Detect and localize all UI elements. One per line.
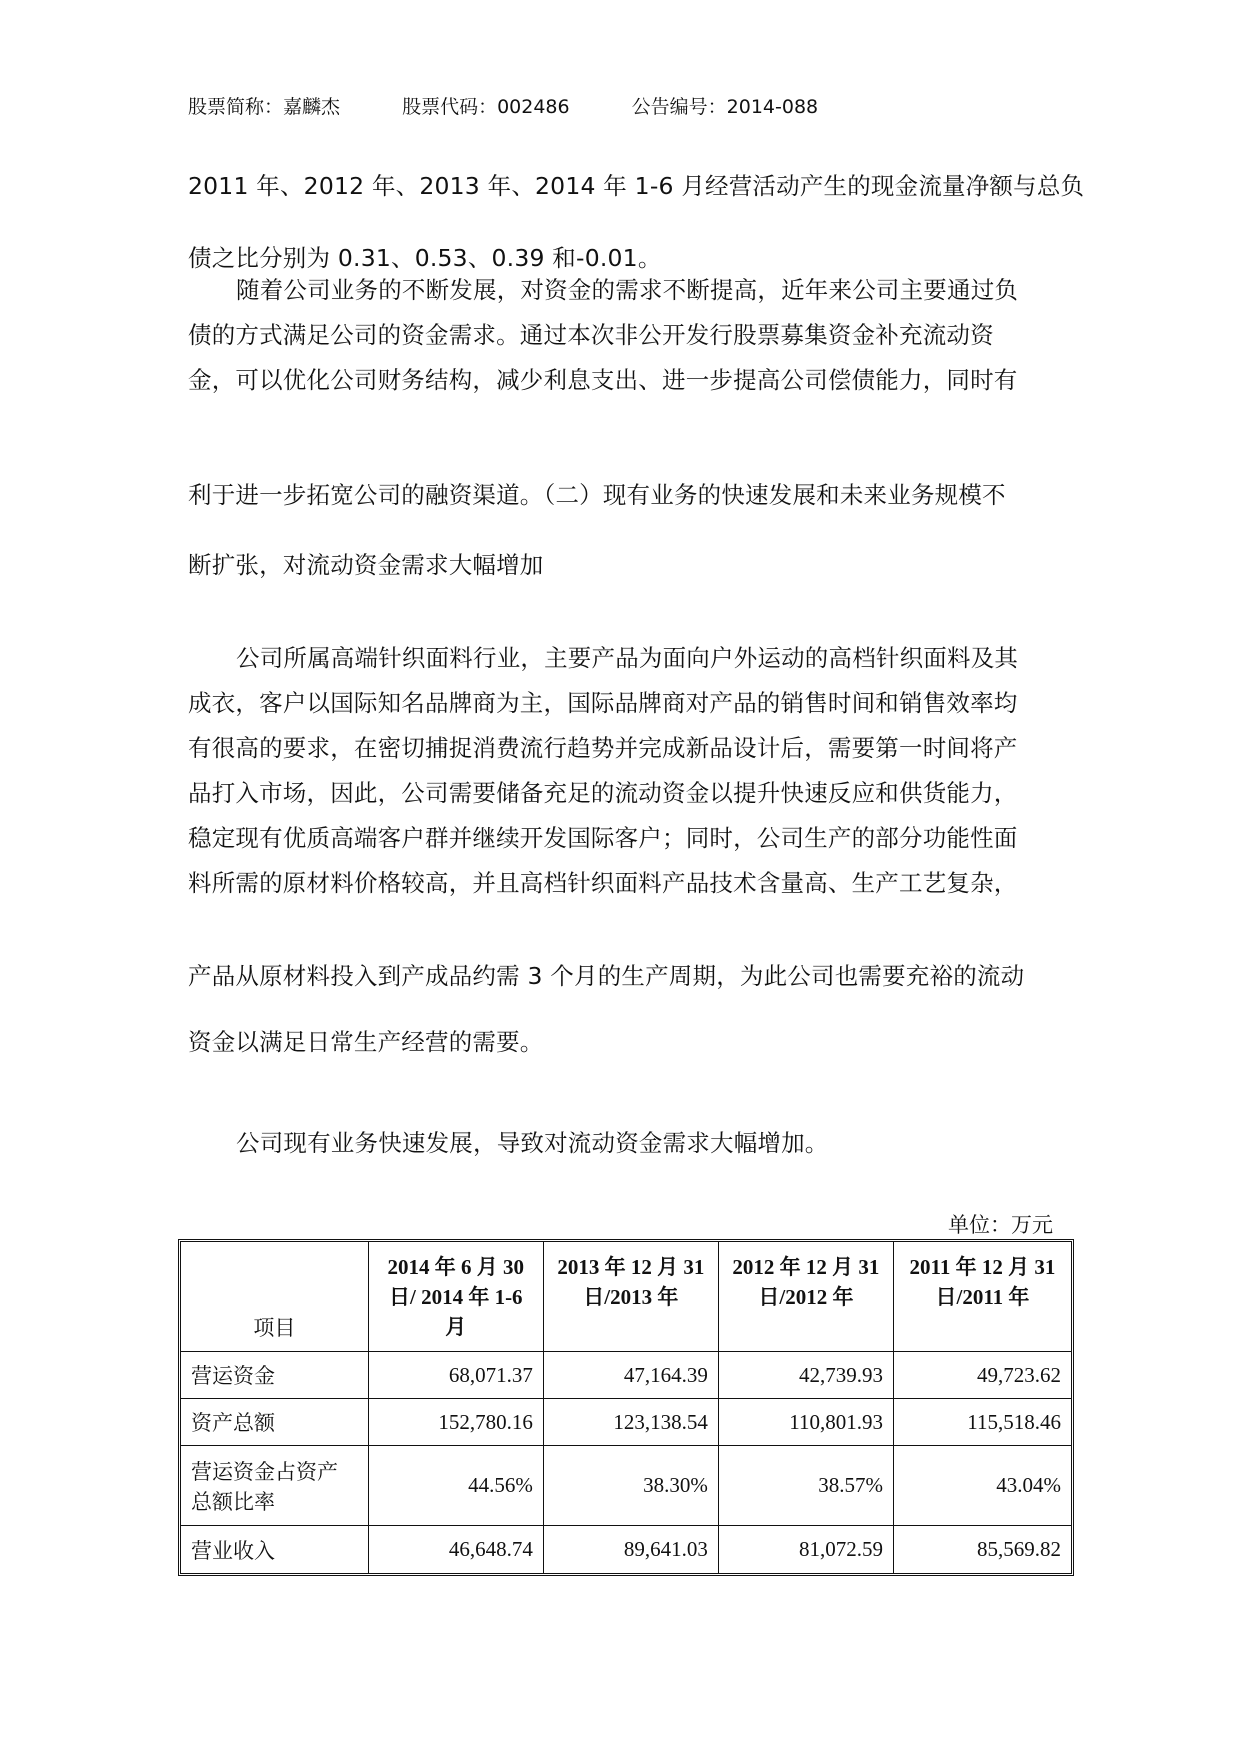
paragraph-line: 断扩张，对流动资金需求大幅增加	[188, 551, 544, 579]
row-label-line: 营运资金占资产	[191, 1459, 338, 1484]
paragraph-line: 2011 年、2012 年、2013 年、2014 年 1-6 月经营活动产生的现金流量净额与总负	[188, 172, 1085, 200]
paragraph-funding-needs-cont	[188, 460, 1068, 600]
paragraph-line: 有很高的要求，在密切捕捉消费流行趋势并完成新品设计后，需要第一时间将产	[188, 734, 1018, 762]
paragraph-line: 公司现有业务快速发展，导致对流动资金需求大幅增加。	[236, 1129, 829, 1157]
cell-value: 43.04%	[894, 1446, 1071, 1526]
table-row	[181, 1399, 1071, 1446]
header-line: 月	[445, 1315, 467, 1339]
paragraph-line: 稳定现有优质高端客户群并继续开发国际客户；同时，公司生产的部分功能性面	[188, 824, 1018, 852]
announcement-number: 公告编号：2014-088	[631, 96, 819, 118]
column-header-2014	[369, 1242, 544, 1352]
cell-value: 81,072.59	[719, 1526, 894, 1573]
paragraph-summary	[188, 1121, 1068, 1166]
paragraph-line: 成衣，客户以国际知名品牌商为主，国际品牌商对产品的销售时间和销售效率均	[188, 689, 1018, 717]
cell-value: 152,780.16	[369, 1399, 544, 1446]
cell-value: 47,164.39	[544, 1352, 719, 1399]
cell-value: 42,739.93	[719, 1352, 894, 1399]
paragraph-line: 产品从原材料投入到产成品约需 3 个月的生产周期，为此公司也需要充裕的流动	[188, 962, 1025, 990]
document-header	[188, 92, 818, 119]
stock-code: 股票代码：002486	[402, 96, 570, 118]
paragraph-line: 金，可以优化公司财务结构，减少利息支出、进一步提高公司偿债能力，同时有	[188, 366, 1018, 394]
header-line: 日/2011 年	[935, 1285, 1030, 1309]
paragraph-line: 债的方式满足公司的资金需求。通过本次非公开发行股票募集资金补充流动资	[188, 321, 994, 349]
cell-value: 123,138.54	[544, 1399, 719, 1446]
paragraph-line: 料所需的原材料价格较高，并且高档针织面料产品技术含量高、生产工艺复杂，	[188, 869, 1018, 897]
header-line: 日/2013 年	[583, 1285, 679, 1309]
cell-value: 44.56%	[369, 1446, 544, 1526]
column-header-2013	[544, 1242, 719, 1352]
paragraph-line: 资金以满足日常生产经营的需要。	[188, 1028, 544, 1056]
table-row	[181, 1446, 1071, 1526]
header-line: 日/2012 年	[758, 1285, 854, 1309]
cell-value: 89,641.03	[544, 1526, 719, 1573]
row-label-line: 总额比率	[191, 1489, 275, 1514]
cell-value: 68,071.37	[369, 1352, 544, 1399]
paragraph-line: 品打入市场，因此，公司需要储备充足的流动资金以提升快速反应和供货能力，	[188, 779, 1018, 807]
cell-value: 46,648.74	[369, 1526, 544, 1573]
row-label: 营运资金	[181, 1352, 369, 1399]
paragraph-line: 随着公司业务的不断发展，对资金的需求不断提高，近年来公司主要通过负	[236, 276, 1019, 304]
column-header-2012	[719, 1242, 894, 1352]
column-header-item: 项目	[181, 1242, 369, 1352]
header-line: 2014 年 6 月 30	[387, 1255, 525, 1279]
table-unit-label: 单位：万元	[948, 1213, 1053, 1237]
cell-value: 49,723.62	[894, 1352, 1071, 1399]
row-label: 营业收入	[181, 1526, 369, 1573]
table-row	[181, 1352, 1071, 1399]
paragraph-line: 公司所属高端针织面料行业，主要产品为面向户外运动的高档针织面料及其	[236, 644, 1019, 672]
cell-value: 85,569.82	[977, 1537, 1061, 1561]
header-line: 日/ 2014 年 1-6	[388, 1285, 523, 1309]
row-label: 资产总额	[181, 1399, 369, 1446]
cell-value: 38.57%	[719, 1446, 894, 1526]
cell-value: 115,518.46	[894, 1399, 1071, 1446]
header-line: 2012 年 12 月 31	[732, 1255, 880, 1279]
financial-table	[178, 1239, 1074, 1576]
paragraph-industry-description-cont	[188, 943, 1068, 1075]
table-row	[181, 1526, 1071, 1573]
paragraph-line: 债之比分别为 0.31、0.53、0.39 和-0.01。	[188, 244, 662, 272]
header-line: 2011 年 12 月 31	[909, 1255, 1056, 1279]
paragraph-line: 利于进一步拓宽公司的融资渠道。（二）现有业务的快速发展和未来业务规模不	[188, 481, 1006, 509]
table-header-row	[181, 1242, 1071, 1352]
column-header-2011	[894, 1242, 1071, 1352]
header-line: 2013 年 12 月 31	[557, 1255, 705, 1279]
paragraph-industry-description	[188, 636, 1068, 906]
cell-value: 110,801.93	[719, 1399, 894, 1446]
paragraph-funding-needs	[188, 268, 1068, 403]
stock-abbreviation: 股票简称：嘉麟杰	[188, 96, 341, 118]
cell-value: 38.30%	[544, 1446, 719, 1526]
row-label	[181, 1446, 369, 1526]
